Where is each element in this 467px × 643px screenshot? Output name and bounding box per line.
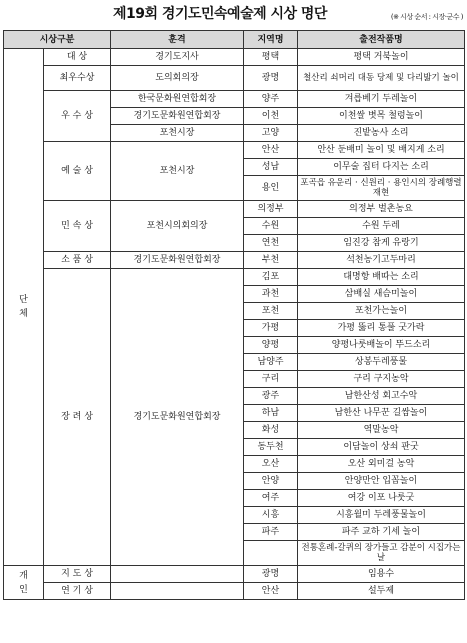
award-cell: 연 기 상 <box>44 583 111 600</box>
honor-cell: 포천시장 <box>111 142 244 201</box>
region-cell: 과천 <box>244 286 298 303</box>
work-cell: 가평 뚫리 통풀 굿가락 <box>298 320 465 337</box>
group-label <box>4 49 44 566</box>
award-cell: 장 려 상 <box>44 269 111 566</box>
region-cell: 광명 <box>244 566 298 583</box>
work-cell: 이담놀이 상쇠 판굿 <box>298 439 465 456</box>
work-cell: 포곡읍 유운리 · 신원리 · 용인시의 장례행렬 재현 <box>298 176 465 201</box>
work-cell: 설두제 <box>298 583 465 600</box>
work-cell: 전통혼례-갈퀴의 장가들고 감분이 시집가는 날 <box>298 541 465 566</box>
table-row <box>4 201 465 218</box>
region-cell: 안산 <box>244 142 298 159</box>
work-cell: 안산 둔배미 놀이 및 배지게 소리 <box>298 142 465 159</box>
region-cell: 안산 <box>244 583 298 600</box>
region-cell: 동두천 <box>244 439 298 456</box>
region-cell: 광주 <box>244 388 298 405</box>
work-cell: 철산리 쇠머리 대동 당제 및 다리밟기 놀이 <box>298 66 465 91</box>
work-cell: 남한산성 회고수악 <box>298 388 465 405</box>
region-cell: 포천 <box>244 303 298 320</box>
sort-note: (※ 시상 순서 : 시장·군수 ) <box>390 13 463 21</box>
region-cell: 평택 <box>244 49 298 66</box>
work-cell: 안양만안 입꼽놀이 <box>298 473 465 490</box>
region-cell: 양평 <box>244 337 298 354</box>
table-row <box>4 142 465 159</box>
work-cell: 오산 외미걸 농악 <box>298 456 465 473</box>
region-cell: 시흥 <box>244 507 298 524</box>
honor-cell: 한국문화원연합회장 <box>111 91 244 108</box>
region-cell: 수원 <box>244 218 298 235</box>
region-cell: 고양 <box>244 125 298 142</box>
work-cell: 의정부 벌촌농요 <box>298 201 465 218</box>
region-cell: 성남 <box>244 159 298 176</box>
table-row <box>4 566 465 583</box>
region-cell: 의정부 <box>244 201 298 218</box>
work-cell: 포천가는놀이 <box>298 303 465 320</box>
table-row <box>4 49 465 66</box>
award-cell: 지 도 상 <box>44 566 111 583</box>
work-cell: 역말농악 <box>298 422 465 439</box>
region-cell: 여주 <box>244 490 298 507</box>
work-cell: 구리 구지농악 <box>298 371 465 388</box>
work-cell: 양평나룻배놀이 뚜드소리 <box>298 337 465 354</box>
work-cell: 석천농기고두마리 <box>298 252 465 269</box>
work-cell: 이무술 집터 다지는 소리 <box>298 159 465 176</box>
honor-cell: 경기도문화원연합회장 <box>111 252 244 269</box>
region-cell: 부천 <box>244 252 298 269</box>
region-cell: 이천 <box>244 108 298 125</box>
region-cell: 가평 <box>244 320 298 337</box>
honor-cell: 경기도지사 <box>111 49 244 66</box>
table-row <box>4 91 465 108</box>
group-label-text: 단 체 <box>19 295 28 319</box>
region-cell: 구리 <box>244 371 298 388</box>
region-cell: 안양 <box>244 473 298 490</box>
honor-cell: 경기도문화원연합회장 <box>111 108 244 125</box>
honor-cell: 포천시의회의장 <box>111 201 244 252</box>
work-cell: 대명항 배따는 소리 <box>298 269 465 286</box>
region-cell: 광명 <box>244 66 298 91</box>
work-cell: 파주 교하 기세 놀이 <box>298 524 465 541</box>
header-row <box>4 31 465 49</box>
table-row <box>4 252 465 269</box>
honor-cell: 경기도문화원연합회장 <box>111 269 244 566</box>
work-cell: 남한산 나무꾼 길쌈놀이 <box>298 405 465 422</box>
work-cell: 여강 이포 나룻굿 <box>298 490 465 507</box>
region-cell: 하남 <box>244 405 298 422</box>
award-cell: 예 술 상 <box>44 142 111 201</box>
table-row <box>4 66 465 91</box>
award-table <box>3 30 465 600</box>
honor-cell <box>111 583 244 600</box>
work-cell: 수원 두레 <box>298 218 465 235</box>
region-cell: 양주 <box>244 91 298 108</box>
honor-cell: 도의회의장 <box>111 66 244 91</box>
header-region: 지역명 <box>244 31 298 49</box>
honor-cell <box>111 566 244 583</box>
award-cell: 민 속 상 <box>44 201 111 252</box>
work-cell: 삼배실 새슴미놀이 <box>298 286 465 303</box>
region-cell: 파주 <box>244 524 298 541</box>
award-cell: 소 품 상 <box>44 252 111 269</box>
table-row <box>4 269 465 286</box>
region-cell: 남양주 <box>244 354 298 371</box>
work-cell: 임진강 참게 유랑기 <box>298 235 465 252</box>
header-honor: 훈격 <box>111 31 244 49</box>
page-title: 제19회 경기도민속예술제 시상 명단 <box>113 6 327 22</box>
region-cell: 김포 <box>244 269 298 286</box>
honor-cell: 포천시장 <box>111 125 244 142</box>
table-body <box>4 49 465 600</box>
header-award-category: 시상구분 <box>4 31 111 49</box>
group-label-text: 개 인 <box>19 570 28 595</box>
region-cell: 오산 <box>244 456 298 473</box>
header-work: 출전작품명 <box>298 31 465 49</box>
work-cell: 이천쌀 볏목 철렁놀이 <box>298 108 465 125</box>
work-cell: 시흥월미 두레풍물놀이 <box>298 507 465 524</box>
table-row <box>4 583 465 600</box>
work-cell: 겨릅베기 두레놀이 <box>298 91 465 108</box>
work-cell: 평택 거북놀이 <box>298 49 465 66</box>
region-cell: 연천 <box>244 235 298 252</box>
work-cell: 상봉두레풍물 <box>298 354 465 371</box>
region-cell: 화성 <box>244 422 298 439</box>
group-label <box>4 566 44 600</box>
award-cell: 우 수 상 <box>44 91 111 142</box>
work-cell: 임용수 <box>298 566 465 583</box>
award-cell: 최우수상 <box>44 66 111 91</box>
region-cell: 용인 <box>244 176 298 201</box>
region-cell <box>244 541 298 566</box>
award-cell: 대 상 <box>44 49 111 66</box>
work-cell: 진밭농사 소리 <box>298 125 465 142</box>
